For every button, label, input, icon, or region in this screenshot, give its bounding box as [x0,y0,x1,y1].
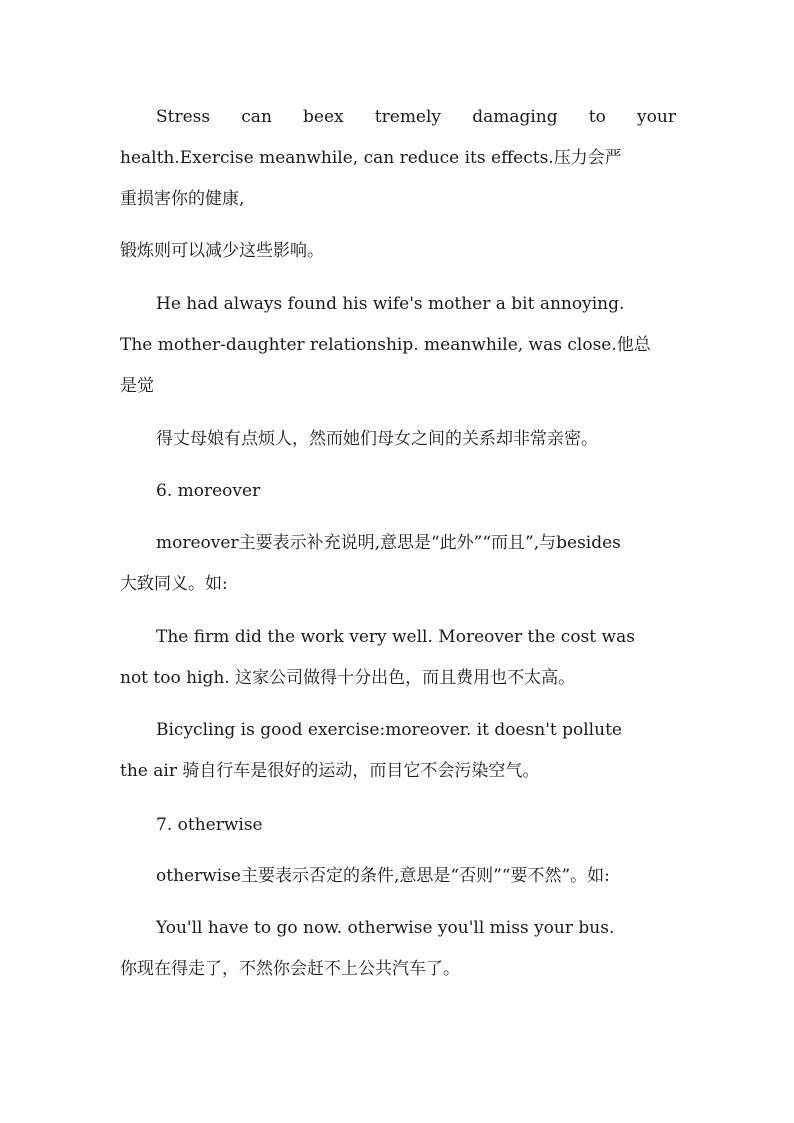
paragraph-firm-example-line-1: The firm did the work very well. Moreover the cost was [156,627,635,647]
paragraph-mother-in-law-line-2: The mother-daughter relationship. meanwhile, was close.他总 [120,335,651,355]
paragraph-mother-in-law-line-3: 是觉 [120,376,154,396]
word: to [588,107,606,127]
paragraph-bus-example-line-2: 你现在得走了，不然你会赶不上公共汽车了。 [120,959,460,979]
paragraph-moreover-definition [120,523,676,605]
word: tremely [374,107,442,127]
paragraph-stress-line-1 [120,97,676,138]
word: beex [303,107,344,127]
paragraph-bicycling-example-line-2: the air 骑自行车是很好的运动，而目它不会污染空气。 [120,761,540,781]
paragraph-bus-example [120,908,676,990]
paragraph-bicycling-example-line-1: Bicycling is good exercise:moreover. it doesn't pollute [156,720,622,740]
paragraph-exercise-translation [120,231,676,272]
word: can [241,107,272,127]
section-heading-otherwise-text: 7. otherwise [156,815,263,835]
paragraph-stress [120,97,676,220]
paragraph-otherwise-definition [120,856,676,897]
section-heading-moreover-text: 6. moreover [156,481,261,501]
section-heading-moreover [120,471,676,512]
section-heading-otherwise [120,805,676,846]
paragraph-bus-example-line-1: You'll have to go now. otherwise you'll miss your bus. [156,918,615,938]
paragraph-moreover-definition-line-2: 大致同义。如: [120,574,228,594]
paragraph-stress-line-3: 重损害你的健康, [120,189,245,209]
paragraph-mother-in-law-translation-text: 得丈母娘有点烦人，然而她们母女之间的关系却非常亲密。 [156,429,598,449]
paragraph-firm-example [120,617,676,699]
word: damaging [472,107,558,127]
word: your [637,107,676,127]
paragraph-bicycling-example [120,710,676,792]
paragraph-exercise-translation-text: 锻炼则可以减少这些影响。 [120,241,324,261]
paragraph-moreover-definition-line-1: moreover主要表示补充说明,意思是“此外”“而且”,与besides [156,533,621,553]
word: Stress [156,107,211,127]
paragraph-firm-example-line-2: not too high. 这家公司做得十分出色，而且费用也不太高。 [120,668,576,688]
paragraph-stress-line-2: health.Exercise meanwhile, can reduce its effects.压力会严 [120,148,622,168]
paragraph-mother-in-law [120,284,676,407]
paragraph-mother-in-law-line-1: He had always found his wife's mother a bit annoying. [156,294,625,314]
paragraph-otherwise-definition-text: otherwise主要表示否定的条件,意思是“否则”“要不然”。如: [156,866,610,886]
paragraph-mother-in-law-translation [120,419,676,460]
